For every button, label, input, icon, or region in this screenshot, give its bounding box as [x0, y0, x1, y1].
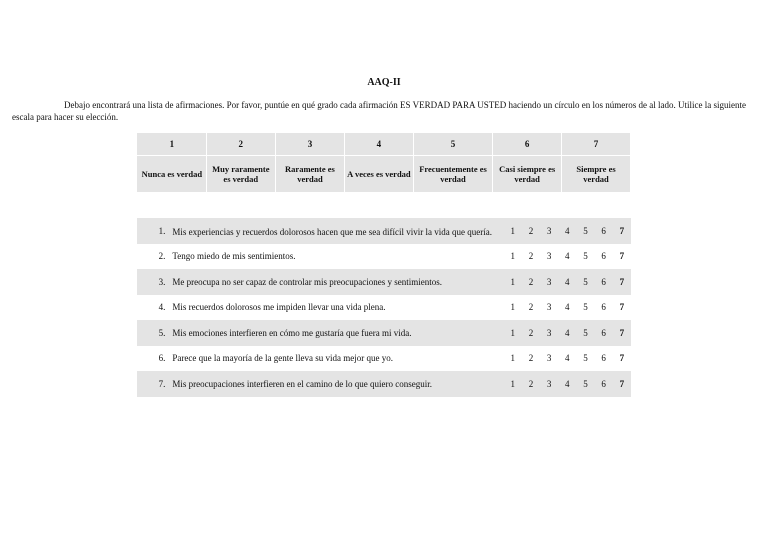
- rating-option[interactable]: 6: [595, 320, 613, 346]
- rating-option[interactable]: 1: [504, 371, 522, 397]
- item-number: 5.: [137, 320, 172, 346]
- rating-option[interactable]: 4: [565, 353, 570, 364]
- item-statement: Mis experiencias y recuerdos dolorosos hacen que me sea difícil vivir la vida que quería.: [172, 218, 503, 244]
- scale-number: 1: [138, 133, 207, 156]
- scale-label: Muy raramente es verdad: [206, 156, 275, 193]
- item-statement: Me preocupa no ser capaz de controlar mis preocupaciones y sentimientos.: [172, 269, 503, 295]
- scale-number: 2: [206, 133, 275, 156]
- rating-option[interactable]: 1: [504, 320, 522, 346]
- scale-number: 7: [562, 133, 631, 156]
- rating-option[interactable]: 5: [576, 320, 594, 346]
- item-row: [137, 295, 631, 321]
- item-row: [137, 269, 631, 295]
- rating-option[interactable]: 7: [619, 353, 625, 364]
- scale-label: Nunca es verdad: [138, 156, 207, 193]
- rating-option[interactable]: 4: [558, 371, 576, 397]
- instructions-paragraph: Debajo encontrará una lista de afirmaciones. Por favor, puntúe en qué grado cada afirmación ES VERDAD PARA USTED haciendo un círculo en los números de al lado. Utilice la siguiente escala para hacer su elección.: [12, 100, 746, 122]
- rating-option[interactable]: 2: [528, 302, 534, 313]
- rating-option[interactable]: 6: [601, 251, 606, 262]
- scale-number: 4: [345, 133, 414, 156]
- scale-label: Siempre es verdad: [562, 156, 631, 193]
- rating-option[interactable]: 1: [510, 353, 516, 364]
- rating-option[interactable]: 5: [576, 269, 594, 295]
- rating-option[interactable]: 4: [565, 251, 570, 262]
- scale-label: Raramente es verdad: [275, 156, 344, 193]
- rating-option[interactable]: 1: [510, 251, 516, 262]
- scale-number: 3: [275, 133, 344, 156]
- item-statement: Mis emociones interfieren en cómo me gustaría que fuera mi vida.: [172, 320, 503, 346]
- item-number: 3.: [137, 269, 172, 295]
- item-number: 7.: [137, 371, 172, 397]
- rating-option[interactable]: 4: [565, 302, 570, 313]
- item-number: 1.: [137, 218, 172, 244]
- rating-option[interactable]: 3: [540, 269, 558, 295]
- rating-option[interactable]: 3: [540, 218, 558, 244]
- rating-option[interactable]: 5: [583, 353, 588, 364]
- rating-option[interactable]: 7: [619, 251, 625, 262]
- rating-option[interactable]: 1: [504, 218, 522, 244]
- item-number: 2.: [158, 251, 166, 262]
- scale-number: 5: [413, 133, 492, 156]
- item-number: 6.: [158, 353, 166, 364]
- item-number: 4.: [158, 302, 166, 313]
- rating-option[interactable]: 2: [528, 251, 534, 262]
- rating-option[interactable]: 3: [540, 320, 558, 346]
- scale-number: 6: [493, 133, 562, 156]
- item-statement: Mis recuerdos dolorosos me impiden llevar una vida plena.: [172, 302, 386, 313]
- rating-option[interactable]: 6: [595, 218, 613, 244]
- item-statement: Tengo miedo de mis sentimientos.: [172, 251, 296, 262]
- scale-labels-row: [138, 156, 631, 193]
- rating-option[interactable]: 3: [546, 302, 552, 313]
- item-row: [137, 371, 631, 397]
- rating-option[interactable]: 7: [613, 269, 631, 295]
- item-row: [137, 346, 631, 372]
- rating-option[interactable]: 2: [522, 371, 540, 397]
- rating-option[interactable]: 3: [546, 251, 552, 262]
- item-row: [137, 244, 631, 270]
- document-title: AAQ-II: [367, 77, 401, 88]
- rating-option[interactable]: 2: [522, 218, 540, 244]
- rating-option[interactable]: 5: [583, 302, 588, 313]
- rating-option[interactable]: 2: [528, 353, 534, 364]
- rating-scale-table: [137, 132, 631, 193]
- rating-option[interactable]: 6: [595, 371, 613, 397]
- rating-option[interactable]: 6: [595, 269, 613, 295]
- rating-option[interactable]: 7: [613, 371, 631, 397]
- scale-label: Casi siempre es verdad: [493, 156, 562, 193]
- rating-option[interactable]: 7: [619, 302, 625, 313]
- rating-option[interactable]: 3: [540, 371, 558, 397]
- scale-numbers-row: [138, 133, 631, 156]
- rating-option[interactable]: 5: [576, 218, 594, 244]
- rating-option[interactable]: 4: [558, 218, 576, 244]
- scale-label: A veces es verdad: [345, 156, 414, 193]
- rating-option[interactable]: 1: [504, 269, 522, 295]
- rating-option[interactable]: 2: [522, 320, 540, 346]
- rating-option[interactable]: 2: [522, 269, 540, 295]
- rating-option[interactable]: 6: [601, 353, 606, 364]
- rating-option[interactable]: 7: [613, 320, 631, 346]
- scale-label: Frecuentemente es verdad: [413, 156, 492, 193]
- rating-option[interactable]: 4: [558, 320, 576, 346]
- rating-option[interactable]: 5: [583, 251, 588, 262]
- rating-option[interactable]: 5: [576, 371, 594, 397]
- rating-option[interactable]: 4: [558, 269, 576, 295]
- item-row: [137, 218, 631, 244]
- item-statement: Parece que la mayoría de la gente lleva su vida mejor que yo.: [172, 353, 394, 364]
- item-row: [137, 320, 631, 346]
- item-statement: Mis preocupaciones interfieren en el camino de lo que quiero conseguir.: [172, 371, 503, 397]
- rating-option[interactable]: 7: [613, 218, 631, 244]
- rating-option[interactable]: 1: [510, 302, 516, 313]
- rating-option[interactable]: 6: [601, 302, 606, 313]
- questionnaire-items-table: [137, 218, 631, 397]
- rating-option[interactable]: 3: [546, 353, 552, 364]
